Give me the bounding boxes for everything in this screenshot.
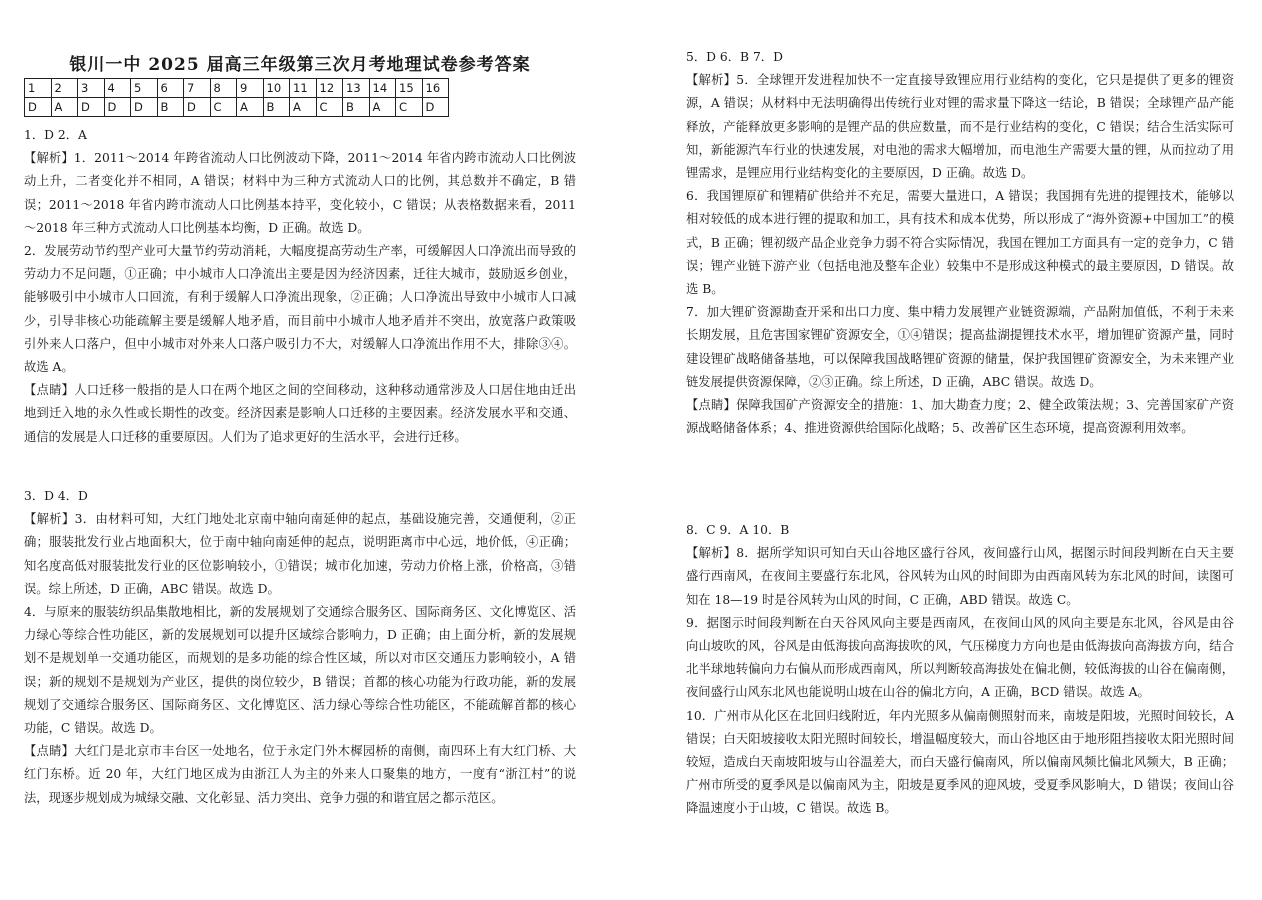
- answer-cell: A: [237, 98, 264, 117]
- answer-cell: D: [104, 98, 131, 117]
- answer-group-heading: 1．D 2．A: [24, 128, 87, 142]
- tip-paragraph: 【点睛】大红门是北京市丰台区一处地名，位于永定门外木樨园桥的南侧，南四环上有大红门桥、大红门东桥。近 20 年，大红门地区成为由浙江人为主的外来人口聚集的地方，一度有“浙江村”的说法，现逐步规划成为城绿交融、文化彰显、活力突出、竞争力强的和谐宜居之都示范区。: [24, 744, 576, 805]
- answer-table-number-row: [25, 79, 449, 98]
- answer-group-3: [686, 46, 1234, 440]
- question-number-cell: 16: [422, 79, 449, 98]
- analysis-paragraph: 【解析】3．由材料可知，大红门地处北京南中轴向南延伸的起点，基础设施完善，交通便利，②正确；服装批发行业占地面积大，位于南中轴向南延伸的起点，说明距离市中心远，地价低，④正确；知名度高低对服装批发行业的区位影响较小，①错误；城市化加速，劳动力价格上涨，价格高，③错误。综上所述，D 正确，ABC 错误。故选 D。: [24, 512, 576, 596]
- question-number-cell: 9: [237, 79, 264, 98]
- answer-group-4: [686, 519, 1234, 821]
- answer-cell: D: [25, 98, 52, 117]
- analysis-paragraph: 【解析】5．全球锂开发进程加快不一定直接导致锂应用行业结构的变化，它只是提供了更多的锂资源，A 错误；从材料中无法明确得出传统行业对锂的需求量下降这一结论，B 错误；全球锂产品产能释放，产能释放更多影响的是锂产品的供应数量，而不是行业结构的变化，C 错误；结合生活实际可知，新能源汽车行业的快速发展，对电池的需求大幅增加，而电池生产需要大量的锂，从而拉动了用锂需求，是锂应用行业结构变化的主要原因，D 正确。故选 D。: [686, 73, 1234, 181]
- answer-cell: A: [369, 98, 396, 117]
- question-number-cell: 7: [184, 79, 211, 98]
- question-number-cell: 15: [396, 79, 423, 98]
- answer-group-2: [24, 485, 576, 810]
- question-number-cell: 2: [51, 79, 78, 98]
- question-number-cell: 4: [104, 79, 131, 98]
- analysis-paragraph: 4．与原来的服装纺织品集散地相比，新的发展规划了交通综合服务区、国际商务区、文化博览区、活力绿心等综合性功能区，新的发展规划可以提升区域综合影响力，D 正确；由上面分析，新的发展规划不是规划单一交通功能区，而规划的是多功能的综合性区域，所以对市区交通压力影响较小，A 错误；新的规划不是规划为产业区，提供的岗位较少，B 错误；首都的核心功能为行政功能，新的发展规划了交通综合服务区、国际商务区、文化博览区、活力绿心等综合性功能区，不能疏解首都的核心功能，C 错误。故选 D。: [24, 605, 576, 736]
- analysis-paragraph: 6．我国锂原矿和锂精矿供给并不充足，需要大量进口，A 错误；我国拥有先进的提锂技术，能够以相对较低的成本进行锂的提取和加工，具有技术和成本优势，所以形成了“海外资源+中国加工”的模式，B 正确；锂初级产品企业竞争力弱不符合实际情况，我国在锂加工方面具有一定的竞争力，C 错误；锂产业链下游产业（包括电池及整车企业）较集中不是形成这种模式的最主要原因，D 错误。故选 B。: [686, 189, 1234, 297]
- question-number-cell: 14: [369, 79, 396, 98]
- answer-cell: A: [51, 98, 78, 117]
- answer-cell: A: [290, 98, 317, 117]
- answer-group-heading: 5．D 6．B 7．D: [686, 50, 783, 64]
- answer-table-answer-row: [25, 98, 449, 117]
- analysis-paragraph: 2．发展劳动节约型产业可大量节约劳动消耗，大幅度提高劳动生产率，可缓解因人口净流出而导致的劳动力不足问题，①正确；中小城市人口净流出主要是因为经济因素，迁往大城市，鼓励返乡创业，能够吸引中小城市人口回流，有利于缓解人口净流出现象，②正确；人口净流出导致中小城市人口减少，引导非核心功能疏解主要是缓解人地矛盾，而目前中小城市人地矛盾并不突出，放宽落户政策吸引外来人口落户，但中小城市对外来人口落户吸引力不大，对缓解人口净流出作用不大，排除③④。故选 A。: [24, 244, 576, 375]
- question-number-cell: 6: [157, 79, 184, 98]
- answer-cell: B: [343, 98, 370, 117]
- analysis-paragraph: 【解析】8．据所学知识可知白天山谷地区盛行谷风，夜间盛行山风，据图示时间段判断在白天主要盛行西南风，在夜间主要盛行东北风，谷风转为山风的时间即为由西南风转为东北风的时间，读图可知在 18—19 时是谷风转为山风的时间，C 正确，ABD 错误。故选 C。: [686, 546, 1234, 607]
- answer-cell: C: [210, 98, 237, 117]
- question-number-cell: 8: [210, 79, 237, 98]
- answer-group-heading: 3．D 4．D: [24, 489, 88, 503]
- question-number-cell: 12: [316, 79, 343, 98]
- answer-cell: D: [78, 98, 105, 117]
- analysis-paragraph: 7．加大锂矿资源勘查开采和出口力度、集中精力发展锂产业链资源端，产品附加值低，不利于未来长期发展，且危害国家锂矿资源安全，①④错误；提高盐湖提锂技术水平，增加锂矿资源产量，同时建设锂矿战略储备基地，可以保障我国战略锂矿资源的储量，保护我国锂矿资源安全，为未来锂产业链发展提供资源保障，②③正确。综上所述，D 正确，ABC 错误。故选 D。: [686, 305, 1234, 389]
- answer-table: [24, 78, 449, 117]
- analysis-paragraph: 9．据图示时间段判断在白天谷风风向主要是西南风，在夜间山风的风向主要是东北风，谷风是由谷向山坡吹的风，谷风是由低海拔向高海拔吹的风，气压梯度力方向也是由低海拔向高海拔方向，结合北半球地转偏向力右偏从而形成西南风，所以判断较高海拔处在偏北侧，较低海拔的山谷在偏南侧，夜间盛行山风东北风也能说明山坡在山谷的偏北方向，A 正确，BCD 错误。故选 A。: [686, 615, 1234, 700]
- analysis-paragraph: 10．广州市从化区在北回归线附近，年内光照多从偏南侧照射而来，南坡是阳坡，光照时间较长，A 错误；白天阳坡接收太阳光照时间较长，增温幅度较大，而山谷地区由于地形阻挡接收太阳光照时间较短，造成白天南坡阳坡与山谷温差大，而白天盛行偏南风，所以偏南风频比偏北风频大，B 正确；广州市所受的夏季风是以偏南风为主，阳坡是夏季风的迎风坡，受夏季风影响大，D 错误；夜间山谷降温速度小于山坡，C 错误。故选 B。: [686, 708, 1234, 816]
- answer-cell: B: [263, 98, 290, 117]
- answer-cell: B: [157, 98, 184, 117]
- question-number-cell: 5: [131, 79, 158, 98]
- answer-cell: C: [396, 98, 423, 117]
- answer-cell: D: [131, 98, 158, 117]
- question-number-cell: 1: [25, 79, 52, 98]
- answer-group-heading: 8．C 9．A 10．B: [686, 523, 790, 537]
- question-number-cell: 13: [343, 79, 370, 98]
- question-number-cell: 10: [263, 79, 290, 98]
- question-number-cell: 11: [290, 79, 317, 98]
- tip-paragraph: 【点睛】人口迁移一般指的是人口在两个地区之间的空间移动，这种移动通常涉及人口居住地由迁出地到迁入地的永久性或长期性的改变。经济因素是影响人口迁移的主要因素。经济发展水平和交通、通信的发展是人口迁移的重要原因。人们为了追求更好的生活水平，会进行迁移。: [24, 383, 576, 444]
- tip-paragraph: 【点睛】保障我国矿产资源安全的措施：1、加大勘查力度；2、健全政策法规；3、完善国家矿产资源战略储备体系；4、推进资源供给国际化战略；5、改善矿区生态环境，提高资源利用效率。: [686, 398, 1234, 436]
- question-number-cell: 3: [78, 79, 105, 98]
- answer-cell: C: [316, 98, 343, 117]
- page-title: 银川一中 2025 届高三年级第三次月考地理试卷参考答案: [69, 55, 531, 75]
- answer-group-1: [24, 124, 576, 449]
- answer-cell: D: [422, 98, 449, 117]
- analysis-paragraph: 【解析】1．2011～2014 年跨省流动人口比例波动下降，2011～2014 年省内跨市流动人口比例波动上升，二者变化并不相同，A 错误；材料中为三种方式流动人口的比例，其总数并不确定，B 错误；2011～2018 年省内跨市流动人口比例基本持平，变化较小，C 错误；从表格数据来看，2011～2018 年三种方式流动人口比例基本均衡，D 正确。故选 D。: [24, 151, 576, 235]
- answer-cell: D: [184, 98, 211, 117]
